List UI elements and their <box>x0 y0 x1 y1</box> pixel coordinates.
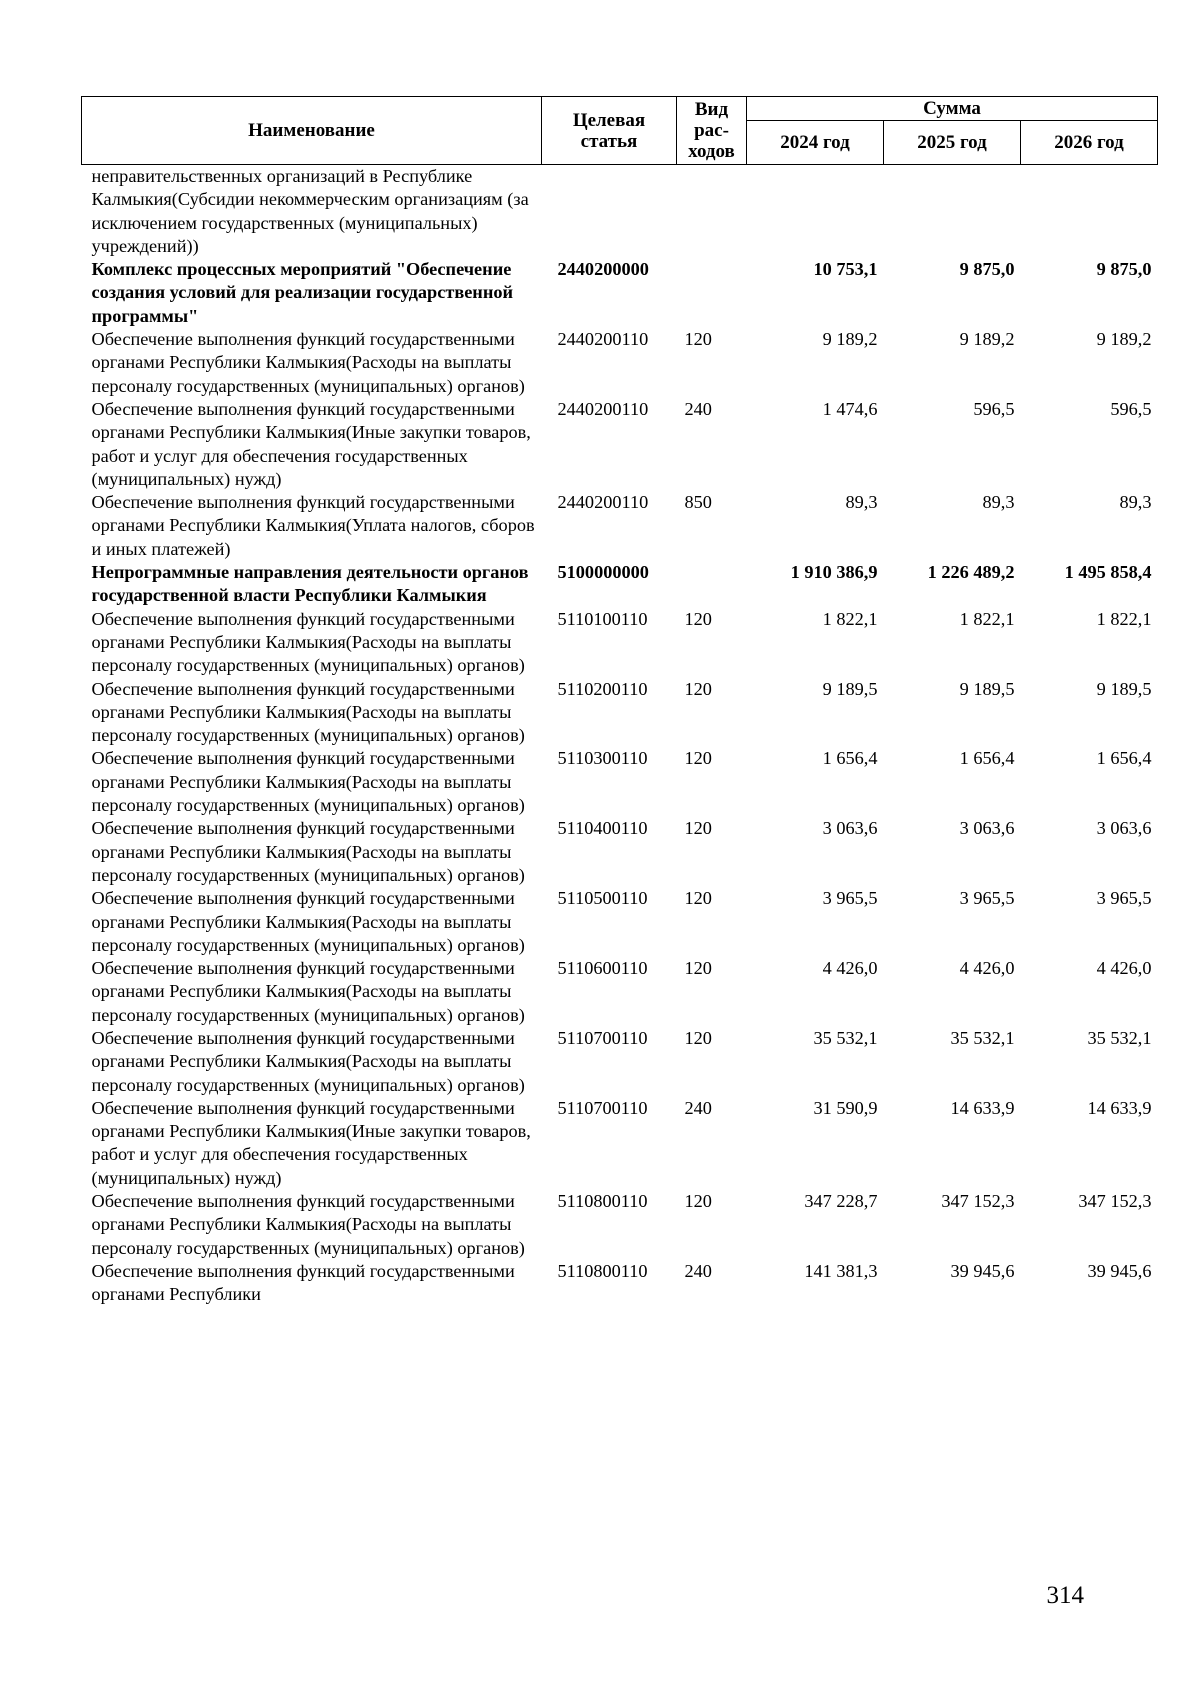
cell-y2026: 596,5 <box>1110 398 1152 419</box>
cell-y2025: 4 426,0 <box>959 958 1015 979</box>
table-row <box>82 1097 1158 1190</box>
budget-table <box>81 96 1158 1307</box>
cell-kind: 850 <box>684 492 712 513</box>
header-name: Наименование <box>82 97 542 165</box>
table-header <box>82 97 1158 165</box>
table-row <box>82 957 1158 1027</box>
cell-y2025: 39 945,6 <box>950 1260 1015 1281</box>
cell-y2026: 1 495 858,4 <box>1064 562 1152 583</box>
cell-y2025: 9 189,5 <box>959 678 1015 699</box>
cell-y2026: 3 063,6 <box>1096 818 1152 839</box>
cell-kind: 120 <box>684 329 712 350</box>
cell-code: 5110600110 <box>557 958 648 979</box>
cell-y2026: 89,3 <box>1119 492 1152 513</box>
cell-kind <box>677 258 747 328</box>
table-row <box>82 747 1158 817</box>
table-row <box>82 561 1158 608</box>
cell-y2025: 1 822,1 <box>959 608 1015 629</box>
table-row <box>82 817 1158 887</box>
cell-name: неправительственных организаций в Республике Калмыкия(Субсидии некоммерческим организациям (за исключением государственных (муниципальных) учреждений)) <box>91 166 529 256</box>
cell-y2024: 141 381,3 <box>804 1260 878 1281</box>
table-row <box>82 1190 1158 1260</box>
cell-kind: 120 <box>684 1191 712 1212</box>
cell-code: 5110100110 <box>557 608 648 629</box>
header-year-2025: 2025 год <box>884 121 1021 165</box>
header-year-2026: 2026 год <box>1021 121 1158 165</box>
cell-kind: 120 <box>684 958 712 979</box>
cell-kind <box>677 561 747 608</box>
cell-name: Обеспечение выполнения функций государственными органами Республики Калмыкия(Расходы на выплаты персоналу государственных (муниципальных) органов) <box>91 1027 525 1095</box>
table-row <box>82 678 1158 748</box>
cell-y2026: 1 656,4 <box>1096 748 1152 769</box>
cell-y2024: 347 228,7 <box>804 1191 878 1212</box>
cell-y2024: 1 656,4 <box>822 748 878 769</box>
cell-y2024 <box>747 165 884 259</box>
cell-y2025: 596,5 <box>973 398 1015 419</box>
cell-kind: 120 <box>684 888 712 909</box>
cell-code: 5110800110 <box>557 1191 648 1212</box>
cell-y2026: 35 532,1 <box>1087 1027 1152 1048</box>
cell-code: 5110300110 <box>557 748 648 769</box>
cell-y2025: 35 532,1 <box>950 1027 1015 1048</box>
table-row <box>82 1260 1158 1307</box>
cell-y2025: 1 656,4 <box>959 748 1015 769</box>
cell-y2024: 3 063,6 <box>822 818 878 839</box>
table-row <box>82 1027 1158 1097</box>
cell-code <box>542 165 677 259</box>
cell-name: Обеспечение выполнения функций государственными органами Республики Калмыкия(Расходы на выплаты персоналу государственных (муниципальных) органов) <box>91 608 525 676</box>
cell-y2025: 89,3 <box>982 492 1015 513</box>
cell-code: 2440200110 <box>557 492 649 513</box>
cell-name: Обеспечение выполнения функций государственными органами Республики Калмыкия(Иные закупки товаров, работ и услуг для обеспечения государственных (муниципальных) нужд) <box>91 398 531 489</box>
table-row <box>82 887 1158 957</box>
cell-y2024: 31 590,9 <box>813 1097 878 1118</box>
cell-kind: 240 <box>684 398 712 419</box>
cell-code: 2440200000 <box>557 259 649 280</box>
cell-y2026: 347 152,3 <box>1078 1191 1152 1212</box>
cell-name: Комплекс процессных мероприятий "Обеспечение создания условий для реализации государственной программы" <box>91 259 514 326</box>
table-row <box>82 398 1158 491</box>
cell-y2025: 1 226 489,2 <box>927 562 1015 583</box>
cell-kind: 120 <box>684 818 712 839</box>
cell-code: 5110500110 <box>557 888 648 909</box>
header-year-2024: 2024 год <box>747 121 884 165</box>
table-row <box>82 608 1158 678</box>
cell-y2026: 9 189,5 <box>1096 678 1152 699</box>
cell-y2026: 1 822,1 <box>1096 608 1152 629</box>
cell-y2024: 9 189,2 <box>822 329 878 350</box>
cell-kind: 120 <box>684 1027 712 1048</box>
cell-kind <box>677 165 747 259</box>
page-number: 314 <box>1046 1582 1084 1609</box>
cell-y2026 <box>1021 165 1158 259</box>
cell-y2024: 4 426,0 <box>822 958 878 979</box>
cell-code: 2440200110 <box>557 398 649 419</box>
cell-y2026: 3 965,5 <box>1096 888 1152 909</box>
cell-name: Обеспечение выполнения функций государственными органами Республики Калмыкия(Иные закупки товаров, работ и услуг для обеспечения государственных (муниципальных) нужд) <box>91 1097 531 1188</box>
cell-name: Обеспечение выполнения функций государственными органами Республики Калмыкия(Расходы на выплаты персоналу государственных (муниципальных) органов) <box>91 748 525 816</box>
cell-y2024: 1 474,6 <box>822 398 878 419</box>
table-row <box>82 328 1158 398</box>
cell-name: Обеспечение выполнения функций государственными органами Республики Калмыкия(Расходы на выплаты персоналу государственных (муниципальных) органов) <box>91 888 525 955</box>
cell-y2025: 3 965,5 <box>959 888 1015 909</box>
cell-y2024: 1 822,1 <box>822 608 878 629</box>
cell-name: Обеспечение выполнения функций государственными органами Республики Калмыкия(Расходы на выплаты персоналу государственных (муниципальных) органов) <box>91 678 525 746</box>
cell-y2026: 9 189,2 <box>1096 329 1152 350</box>
cell-code: 5110800110 <box>557 1260 648 1281</box>
cell-y2025: 9 875,0 <box>959 259 1015 280</box>
cell-y2025: 9 189,2 <box>959 329 1015 350</box>
cell-y2024: 35 532,1 <box>813 1027 878 1048</box>
cell-y2024: 10 753,1 <box>813 259 878 280</box>
cell-kind: 240 <box>684 1097 712 1118</box>
cell-name: Обеспечение выполнения функций государственными органами Республики <box>91 1260 515 1305</box>
cell-name: Обеспечение выполнения функций государственными органами Республики Калмыкия(Расходы на выплаты персоналу государственных (муниципальных) органов) <box>91 818 525 885</box>
cell-y2025: 3 063,6 <box>959 818 1015 839</box>
cell-y2025: 347 152,3 <box>941 1191 1015 1212</box>
cell-code: 2440200110 <box>557 329 649 350</box>
cell-kind: 240 <box>684 1260 712 1281</box>
cell-name: Обеспечение выполнения функций государственными органами Республики Калмыкия(Уплата налогов, сборов и иных платежей) <box>91 492 535 559</box>
cell-y2025 <box>884 165 1021 259</box>
cell-y2024: 9 189,5 <box>822 678 878 699</box>
cell-name: Обеспечение выполнения функций государственными органами Республики Калмыкия(Расходы на выплаты персоналу государственных (муниципальных) органов) <box>91 329 525 396</box>
cell-y2024: 3 965,5 <box>822 888 878 909</box>
cell-code: 5110200110 <box>557 678 648 699</box>
cell-y2024: 1 910 386,9 <box>790 562 878 583</box>
table-body <box>82 165 1158 1307</box>
cell-code: 5110700110 <box>557 1097 648 1118</box>
cell-y2025: 14 633,9 <box>950 1097 1015 1118</box>
cell-code: 5100000000 <box>557 562 649 583</box>
table-row <box>82 165 1158 259</box>
cell-y2024: 89,3 <box>845 492 878 513</box>
header-code: Целевая статья <box>542 97 677 165</box>
cell-y2026: 14 633,9 <box>1087 1097 1152 1118</box>
cell-kind: 120 <box>684 748 712 769</box>
cell-name: Обеспечение выполнения функций государственными органами Республики Калмыкия(Расходы на выплаты персоналу государственных (муниципальных) органов) <box>91 1191 525 1258</box>
table-row <box>82 258 1158 328</box>
cell-y2026: 39 945,6 <box>1087 1260 1152 1281</box>
table-row <box>82 491 1158 561</box>
header-sum: Сумма <box>747 97 1158 121</box>
cell-code: 5110700110 <box>557 1027 648 1048</box>
cell-y2026: 9 875,0 <box>1096 259 1152 280</box>
header-kind: Вид рас-ходов <box>677 97 747 165</box>
cell-y2026: 4 426,0 <box>1096 958 1152 979</box>
cell-code: 5110400110 <box>557 818 648 839</box>
cell-name: Непрограммные направления деятельности органов государственной власти Республики Калмыкия <box>91 562 529 606</box>
cell-kind: 120 <box>684 678 712 699</box>
cell-name: Обеспечение выполнения функций государственными органами Республики Калмыкия(Расходы на выплаты персоналу государственных (муниципальных) органов) <box>91 958 525 1025</box>
cell-kind: 120 <box>684 608 712 629</box>
